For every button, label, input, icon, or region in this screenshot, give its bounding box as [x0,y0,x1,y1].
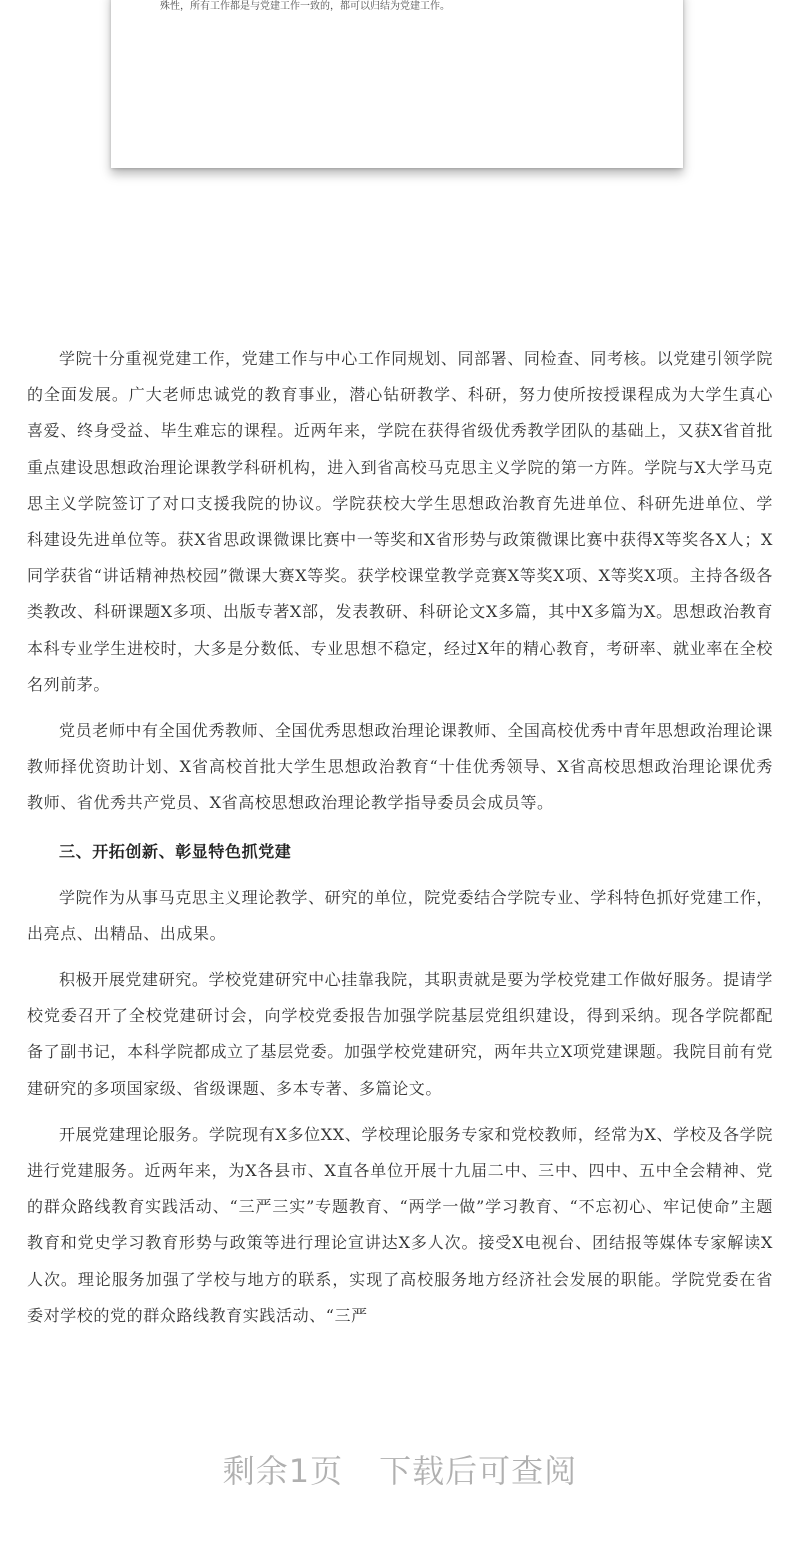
document-page-preview [111,0,683,168]
paragraph-college-role: 学院作为从事马克思主义理论教学、研究的单位，院党委结合学院专业、学科特色抓好党建工作，出亮点、出精品、出成果。 [27,887,773,943]
download-prompt[interactable] [0,1446,800,1492]
section-heading: 三、开拓创新、彰显特色抓党建 [59,841,292,861]
remaining-pages-label: 剩余1页 [222,1452,344,1490]
paragraph-party-member-teachers: 党员老师中有全国优秀教师、全国优秀思想政治理论课教师、全国高校优秀中青年思想政治理论课教师择优资助计划、X省高校首批大学生思想政治教育“十佳优秀领导、X省高校思想政治理论课优秀教师、省优秀共产党员、X省高校思想政治理论教学指导委员会成员等。 [27,721,773,813]
page-preview-text: 殊性，所有工作都是与党建工作一致的，都可以归结为党建工作。 [160,1,450,12]
paragraph-theory-service: 开展党建理论服务。学院现有X多位XX、学校理论服务专家和党校教师，经常为X、学校及各学院进行党建服务。近两年来，为X各县市、X直各单位开展十九届二中、三中、四中、五中全会精神、党的群众路线教育实践活动、“三严三实”专题教育、“两学一做”学习教育、“不忘初心、牢记使命”主题教育和党史学习教育形势与政策等进行理论宣讲达X多人次。接受X电视台、团结报等媒体专家解读X人次。理论服务加强了学校与地方的联系，实现了高校服务地方经济社会发展的职能。学院党委在省委对学校的党的群众路线教育实践活动、“三严 [27,1124,773,1325]
paragraph-party-research: 积极开展党建研究。学校党建研究中心挂靠我院，其职责就是要为学校党建工作做好服务。提请学校党委召开了全校党建研讨会，向学校党委报告加强学院基层党组织建设，得到采纳。现各学院都配备了副书记，本科学院都成立了基层党委。加强学校党建研究，两年共立X项党建课题。我院目前有党建研究的多项国家级、省级课题、多本专著、多篇论文。 [27,970,773,1098]
download-to-view-label: 下载后可查阅 [379,1452,578,1490]
document-body [27,341,773,1334]
paragraph-party-building-overview: 学院十分重视党建工作，党建工作与中心工作同规划、同部署、同检查、同考核。以党建引领学院的全面发展。广大老师忠诚党的教育事业，潜心钻研教学、科研，努力使所按授课程成为大学生真心喜爱、终身受益、毕生难忘的课程。近两年来，学院在获得省级优秀教学团队的基础上，又获X省首批重点建设思想政治理论课教学科研机构，进入到省高校马克思主义学院的第一方阵。学院与X大学马克思主义学院签订了对口支援我院的协议。学院获校大学生思想政治教育先进单位、科研先进单位、学科建设先进单位等。获X省思政课微课比赛中一等奖和X省形势与政策微课比赛中获得X等奖各X人；X同学获省“讲话精神热校园”微课大赛X等奖。获学校课堂教学竞赛X等奖X项、X等奖X项。主持各级各类教改、科研课题X多项、出版专著X部，发表教研、科研论文X多篇，其中X多篇为X。思想政治教育本科专业学生进校时，大多是分数低、专业思想不稳定，经过X年的精心教育，考研率、就业率在全校名列前茅。 [27,349,773,694]
